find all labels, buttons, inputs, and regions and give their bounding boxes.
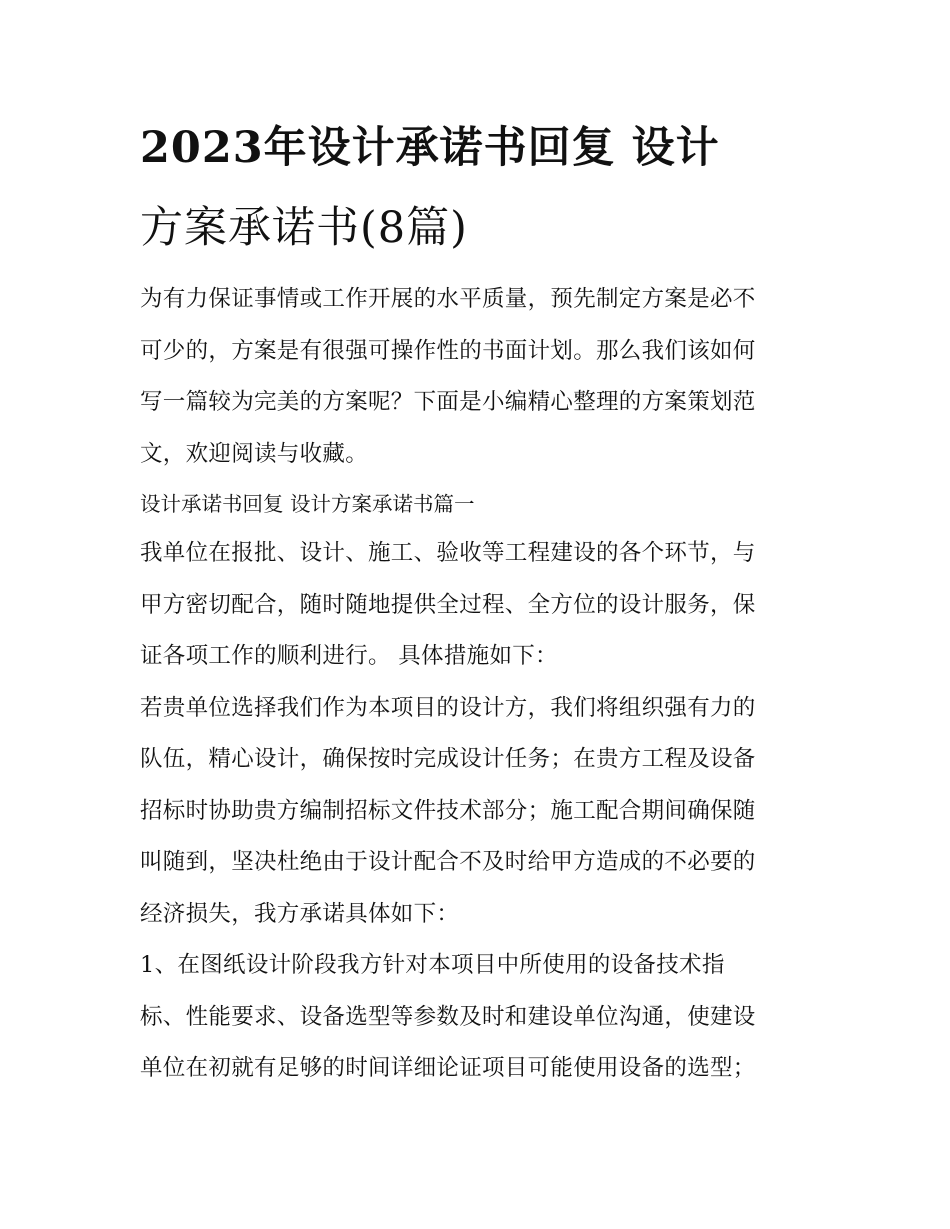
paragraph-line: 招标时协助贵方编制招标文件技术部分；施工配合期间确保随 bbox=[140, 797, 756, 824]
paragraph-2 bbox=[140, 683, 812, 941]
paragraph-1 bbox=[140, 528, 812, 683]
document-page bbox=[140, 108, 812, 1095]
paragraph-line: 队伍，精心设计，确保按时完成设计任务；在贵方工程及设备 bbox=[140, 746, 756, 772]
intro-line: 文，欢迎阅读与收藏。 bbox=[140, 440, 369, 467]
paragraph-line: 甲方密切配合，随时随地提供全过程、全方位的设计服务，保 bbox=[140, 591, 756, 618]
paragraph-line: 我单位在报批、设计、施工、验收等工程建设的各个环节，与 bbox=[140, 540, 756, 566]
paragraph-3 bbox=[140, 940, 812, 1095]
document-title bbox=[140, 108, 780, 268]
intro-line: 写一篇较为完美的方案呢？下面是小编精心整理的方案策划范 bbox=[140, 389, 756, 415]
title-line-2: 方案承诺书(8篇) bbox=[140, 203, 468, 253]
paragraph-line: 1、在图纸设计阶段我方针对本项目中所使用的设备技术指 bbox=[140, 952, 725, 978]
document-body bbox=[140, 274, 812, 1095]
paragraph-line: 经济损失，我方承诺具体如下： bbox=[140, 900, 460, 927]
title-line-1: 2023年设计承诺书回复 设计 bbox=[140, 123, 720, 173]
paragraph-line: 单位在初就有足够的时间详细论证项目可能使用设备的选型； bbox=[140, 1055, 756, 1081]
intro-paragraph bbox=[140, 274, 812, 480]
paragraph-line: 若贵单位选择我们作为本项目的设计方，我们将组织强有力的 bbox=[140, 694, 756, 721]
intro-line: 为有力保证事情或工作开展的水平质量，预先制定方案是必不 bbox=[140, 286, 756, 312]
paragraph-line: 标、性能要求、设备选型等参数及时和建设单位沟通，使建设 bbox=[140, 1003, 756, 1030]
section-heading: 设计承诺书回复 设计方案承诺书篇一 bbox=[140, 492, 475, 516]
paragraph-line: 叫随到，坚决杜绝由于设计配合不及时给甲方造成的不必要的 bbox=[140, 849, 756, 875]
paragraph-line: 证各项工作的顺利进行。 具体措施如下： bbox=[140, 643, 558, 669]
intro-line: 可少的，方案是有很强可操作性的书面计划。那么我们该如何 bbox=[140, 337, 756, 364]
